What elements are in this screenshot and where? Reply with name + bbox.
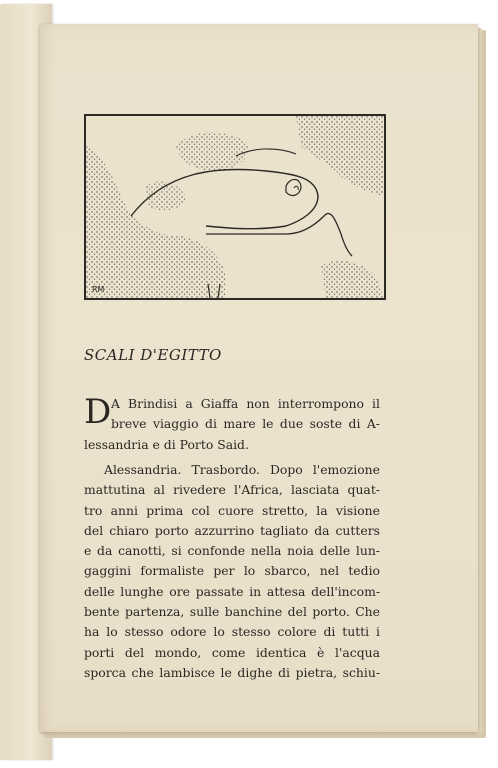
book-page (40, 24, 478, 732)
text-line: bente partenza, sulle banchine del porto. Che (84, 604, 380, 620)
monogram: RM (92, 285, 105, 294)
section-title: SCALI D'EGITTO (84, 346, 222, 364)
text-line: lessandria e di Porto Said. (84, 436, 249, 452)
text-line: breve viaggio di mare le due soste di A- (111, 416, 380, 432)
paragraph-2 (84, 460, 380, 683)
map-drawing (86, 116, 384, 298)
text-line: del chiaro porto azzurrino tagliato da cutters (84, 522, 380, 538)
paragraph-1 (84, 394, 380, 455)
text-line: mattutina al rivedere l'Africa, lasciata quat- (84, 482, 380, 498)
text-line: ha lo stesso odore lo stesso colore di tutti i (84, 624, 380, 640)
text-line: delle lunghe ore passate in attesa dell'incom- (84, 583, 380, 599)
text-line: porti del mondo, come identica è l'acqua (84, 644, 380, 660)
text-line: sporca che lambisce le dighe di pietra, schiu- (84, 664, 380, 680)
text-line: Alessandria. Trasbordo. Dopo l'emozione (104, 462, 380, 477)
text-line: A Brindisi a Giaffa non interrompono il (111, 396, 380, 411)
drop-cap: D (84, 392, 112, 432)
map-illustration (84, 114, 386, 300)
text-line: e da canotti, si confonde nella noia delle lun- (84, 543, 380, 559)
text-line: tro anni prima col cuore stretto, la visione (84, 502, 380, 518)
text-line: gaggini formaliste per lo sbarco, nel tedio (84, 563, 380, 579)
